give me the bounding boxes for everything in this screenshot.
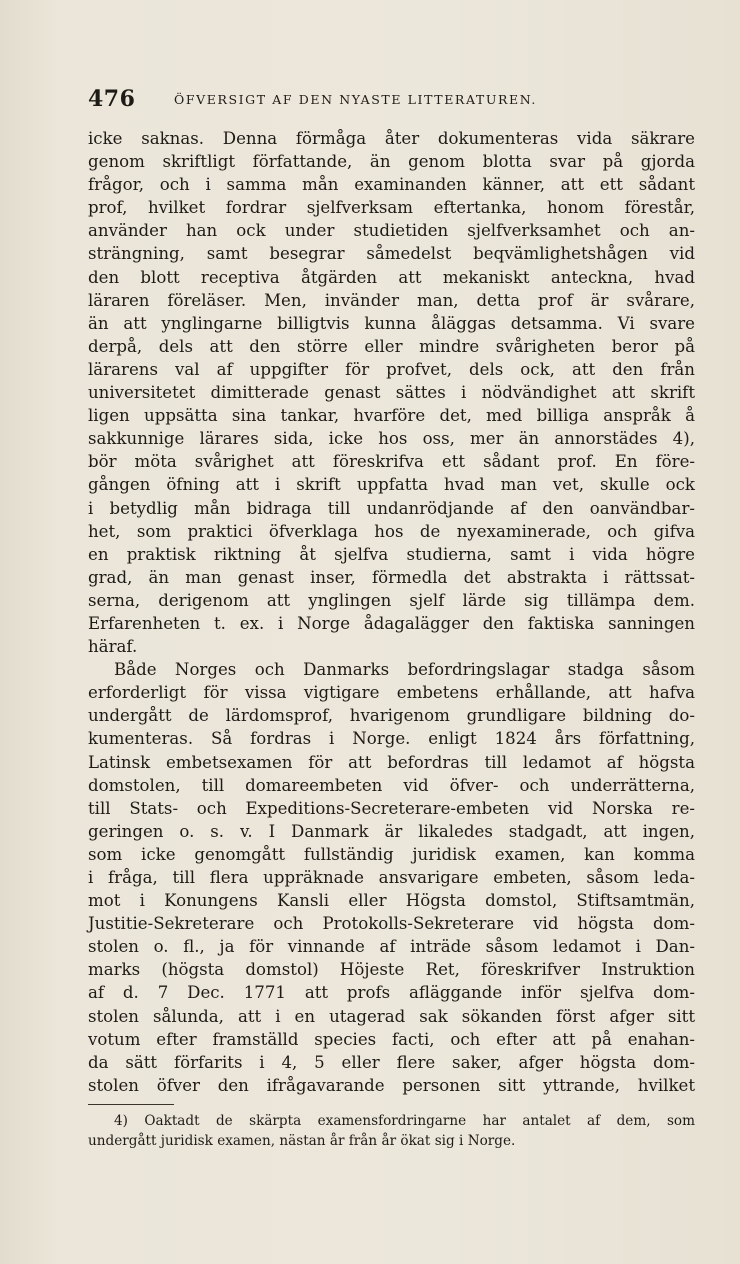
page-number: 476: [88, 86, 136, 112]
text-line: än att ynglingarne billigtvis kunna åläggas detsamma. Vi svare: [88, 313, 695, 333]
text-line: da sätt förfarits i 4, 5 eller flere saker, afger högsta dom-: [88, 1052, 695, 1072]
text-line: votum efter framställd species facti, och efter att på enahan-: [88, 1029, 695, 1049]
text-line: universitetet dimitterade genast sättes i nödvändighet att skrift: [88, 383, 695, 403]
text-line: geringen o. s. v. I Danmark är likaledes stadgadt, att ingen,: [88, 821, 695, 841]
text-line: till Stats- och Expeditions-Secreterare-embeten vid Norska re-: [88, 798, 695, 818]
text-line: mot i Konungens Kansli eller Högsta domstol, Stiftsamtmän,: [88, 891, 695, 911]
running-head: ÖFVERSIGT AF DEN NYASTE LITTERATUREN.: [174, 92, 538, 107]
footnote-line: undergått juridisk examen, nästan år från år ökat sig i Norge.: [88, 1132, 516, 1149]
text-line: Justitie-Sekreterare och Protokolls-Sekreterare vid högsta dom-: [88, 914, 695, 934]
text-line: frågor, och i samma mån examinanden känner, att ett sådant: [88, 175, 695, 195]
text-line: prof, hvilket fordrar sjelfverksam eftertanka, honom förestår,: [88, 198, 695, 218]
text-line: serna, derigenom att ynglingen sjelf lärde sig tillämpa dem.: [88, 590, 695, 610]
text-line: en praktisk riktning åt sjelfva studierna, samt i vida högre: [88, 544, 695, 564]
text-line: strängning, samt besegrar såmedelst beqvämlighetshågen vid: [88, 244, 695, 264]
text-line: het, som praktici öfverklaga hos de nyexaminerade, och gifva: [88, 521, 695, 541]
text-line: genom skriftligt författande, än genom blotta svar på gjorda: [88, 152, 695, 172]
footnotes: [88, 1112, 695, 1151]
text-line: derpå, dels att den större eller mindre svårigheten beror på: [88, 336, 695, 356]
footnote-line: 4) Oaktadt de skärpta examensfordringarne har antalet af dem, som: [114, 1113, 695, 1129]
body-text: [88, 127, 695, 1097]
text-line: erforderligt för vissa vigtigare embetens erhållande, att hafva: [88, 683, 695, 703]
footnote-divider: [88, 1104, 174, 1105]
text-line: stolen sålunda, att i en utagerad sak sökanden först afger sitt: [88, 1006, 695, 1026]
text-line: gången öfning att i skrift uppfatta hvad man vet, skulle ock: [88, 475, 695, 495]
text-line: domstolen, till domareembeten vid öfver- och underrätterna,: [88, 775, 695, 795]
text-line: Erfarenheten t. ex. i Norge ådagalägger den faktiska sanningen: [88, 613, 695, 633]
text-line: grad, än man genast inser, förmedla det abstrakta i rättssat-: [88, 567, 695, 587]
page-header: [88, 86, 700, 116]
text-line: icke saknas. Denna förmåga åter dokumenteras vida säkrare: [88, 129, 695, 148]
text-line: i fråga, till flera uppräknade ansvarigare embeten, såsom leda-: [88, 868, 695, 887]
text-line: stolen öfver den ifrågavarande personen sitt yttrande, hvilket: [88, 1075, 695, 1095]
text-line: häraf.: [88, 637, 138, 657]
text-line: sakkunnige lärares sida, icke hos oss, mer än annorstädes 4),: [88, 429, 695, 449]
text-line: bör möta svårighet att föreskrifva ett sådant prof. En före-: [88, 452, 695, 472]
text-line: kumenteras. Så fordras i Norge. enligt 1824 års författning,: [88, 729, 695, 749]
text-line: använder han ock under studietiden sjelfverksamhet och an-: [88, 221, 695, 241]
text-line: den blott receptiva åtgärden att mekaniskt anteckna, hvad: [88, 267, 695, 287]
text-line: af d. 7 Dec. 1771 att profs afläggande inför sjelfva dom-: [88, 983, 695, 1003]
text-line: marks (högsta domstol) Höjeste Ret, föreskrifver Instruktion: [88, 960, 695, 980]
text-line: i betydlig mån bidraga till undanrödjande af den oanvändbar-: [88, 498, 695, 518]
text-line: läraren föreläser. Men, invänder man, detta prof är svårare,: [88, 290, 695, 310]
text-line: Både Norges och Danmarks befordringslagar stadga såsom: [114, 660, 695, 680]
text-line: stolen o. fl., ja för vinnande af inträde såsom ledamot i Dan-: [88, 937, 695, 957]
text-line: lärarens val af uppgifter för profvet, dels ock, att den från: [88, 359, 695, 379]
text-line: som icke genomgått fullständig juridisk examen, kan komma: [88, 844, 695, 864]
text-line: Latinsk embetsexamen för att befordras till ledamot af högsta: [88, 752, 695, 772]
text-line: undergått de lärdomsprof, hvarigenom grundligare bildning do-: [88, 706, 695, 726]
text-line: ligen uppsätta sina tankar, hvarföre det, med billiga anspråk å: [88, 406, 695, 426]
